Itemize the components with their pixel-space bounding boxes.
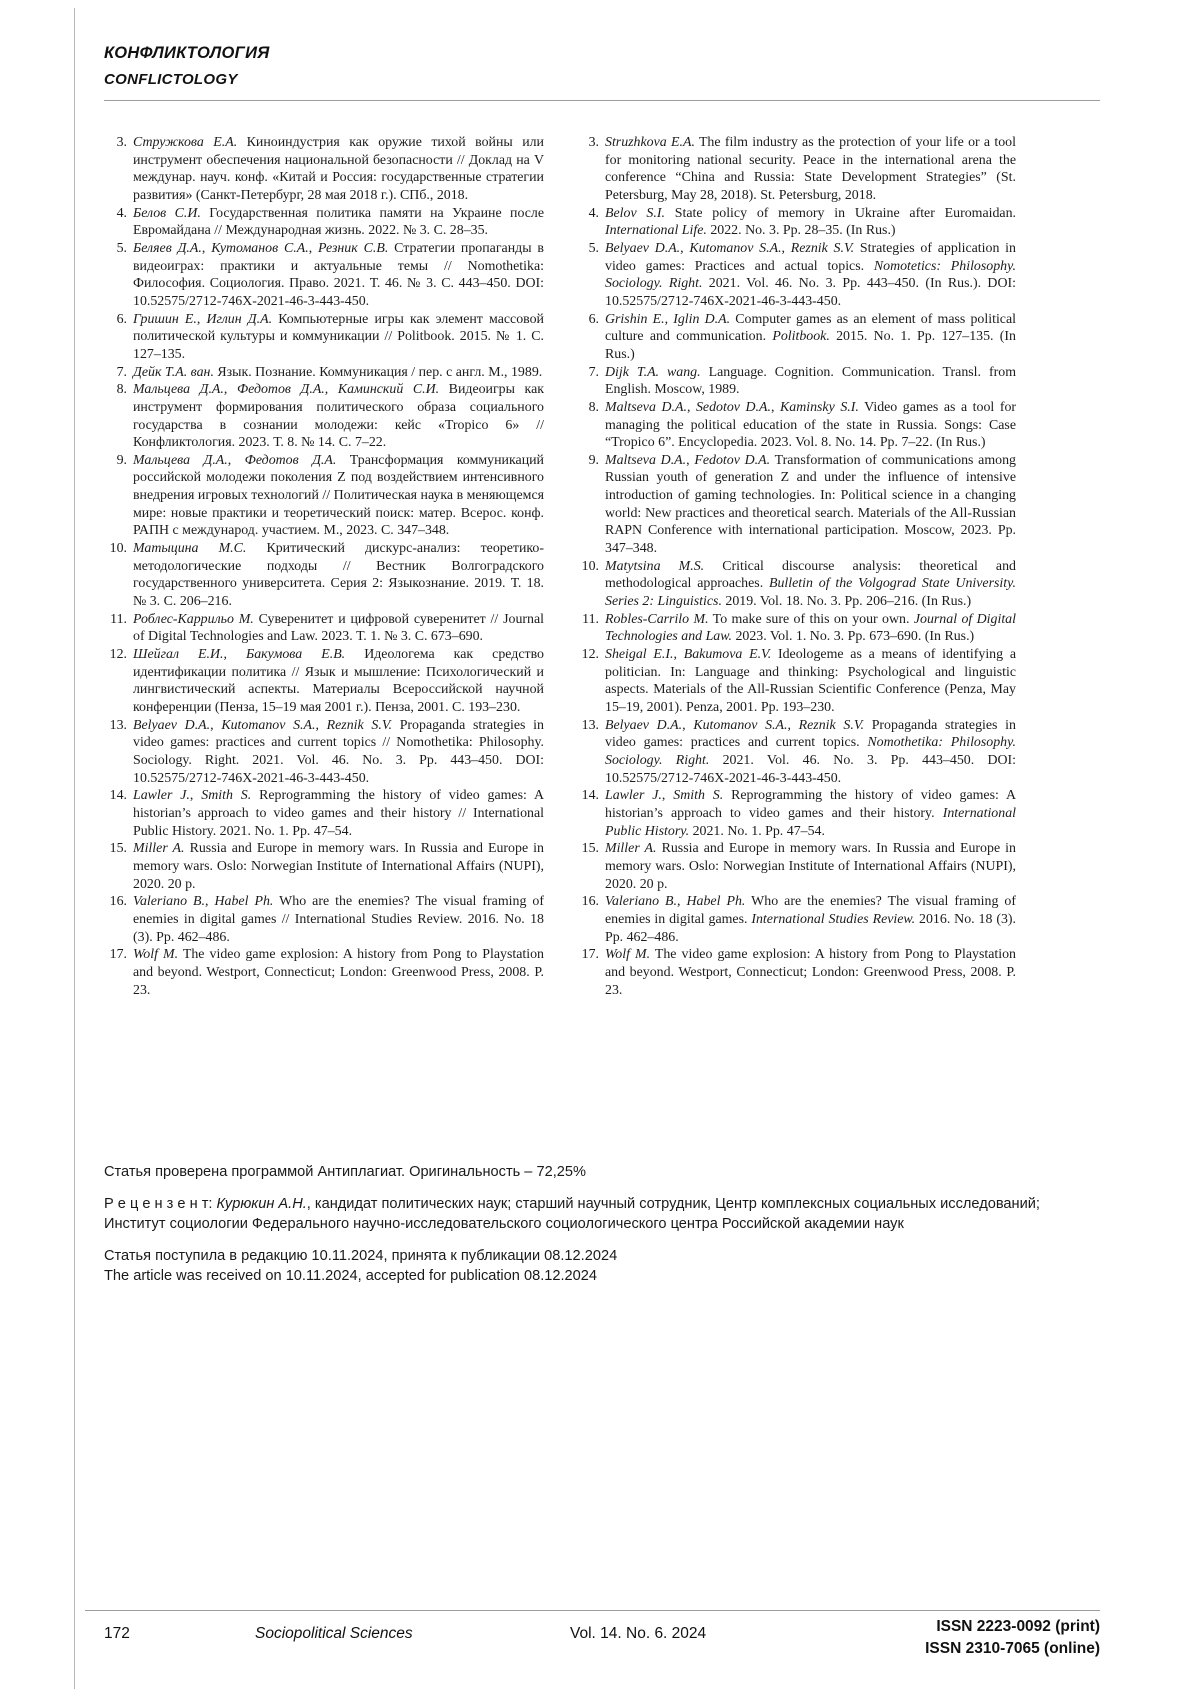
reference-item — [104, 364, 544, 382]
reference-text: Miller A. Russia and Europe in memory wars. In Russia and Europe in memory wars. Oslo: Norwegian Institute of International Affairs (NUPI), 2020. 20 p. — [133, 841, 544, 892]
reference-number: 7. — [116, 364, 127, 380]
reference-number: 16. — [109, 894, 127, 910]
footer-row — [85, 1611, 1100, 1667]
reference-item — [104, 240, 544, 311]
reference-item — [104, 311, 544, 364]
reference-item — [576, 311, 1016, 364]
reference-text: Dijk T.A. wang. Language. Cognition. Communication. Transl. from English. Moscow, 1989. — [605, 364, 1017, 398]
page-footer — [85, 1610, 1100, 1667]
reference-item — [576, 205, 1016, 240]
reference-item — [576, 452, 1016, 558]
reference-text: Belov S.I. State policy of memory in Ukraine after Euromaidan. International Life. 2022. No. 3. Pp. 28–35. (In Rus.) — [605, 205, 1017, 239]
reference-number: 3. — [116, 135, 127, 150]
reference-text: Belyaev D.A., Kutomanov S.A., Reznik S.V. Strategies of application in video games: Practices and actual topics. Nomotetics: Philosophy. Sociology. Right. 2021. Vol. 46. No. 3. Pp. 443–450. (In Rus.). DOI: 10.52575/2712-746X-2021-46-3-443-450. — [605, 240, 1016, 309]
reference-number: 16. — [581, 894, 599, 910]
page-header — [104, 44, 1100, 101]
antiplagiarism-note: Статья проверена программой Антиплагиат. Оригинальность – 72,25% — [104, 1164, 586, 1180]
reference-item — [576, 399, 1016, 452]
reference-number: 12. — [581, 647, 599, 663]
reference-text: Maltseva D.A., Fedotov D.A. Transformation of communications among Russian youth of generation Z and under the influence of intensive introduction of gaming technologies. In: Political science in a changing world: New practices and theoretical search. Materials of the All-Russian RAPN Conference with international participation. Moscow, 2023. Pp. 347–348. — [605, 452, 1016, 557]
reference-item — [104, 205, 544, 240]
reference-text: Матыцина М.С. Критический дискурс-анализ: теоретико-методологические подходы // Вестник Волгоградского государственного университета. Серия 2: Языкознание. 2019. Т. 18. № 3. С. 206–216. — [133, 541, 544, 610]
reference-text: Belyaev D.A., Kutomanov S.A., Reznik S.V. Propaganda strategies in video games: practices and current topics. Nomothetika: Philosophy. Sociology. Right. 2021. Vol. 46. No. 3. Pp. 443–450. DOI: 10.52575/2712-746X-2021-46-3-443-450. — [605, 717, 1017, 786]
reference-text: Гришин Е., Иглин Д.А. Компьютерные игры как элемент массовой политической культуры и коммуникации // Politbook. 2015. № 1. С. 127–135. — [133, 311, 544, 362]
section-title-english: CONFLICTOLOGY — [104, 71, 238, 88]
reference-item — [576, 840, 1016, 893]
issn-online: ISSN 2310-7065 (online) — [925, 1640, 1100, 1657]
reference-number: 6. — [116, 311, 127, 327]
reference-item — [104, 893, 544, 946]
received-note-english: The article was received on 10.11.2024, accepted for publication 08.12.2024 — [104, 1268, 598, 1284]
reference-item — [576, 134, 1016, 205]
reference-text: Struzhkova E.A. The film industry as the protection of your life or a tool for monitoring national security. Peace in the international arena the conference “China and Russia: State Development Strategies” (St. Petersburg, May 28, 2018). St. Petersburg, 2018. — [605, 135, 1016, 203]
issn-print: ISSN 2223-0092 (print) — [936, 1618, 1100, 1635]
references-section — [104, 134, 1016, 999]
journal-title: Sociopolitical Sciences — [255, 1625, 413, 1642]
section-title-russian: КОНФЛИКТОЛОГИЯ — [104, 44, 270, 62]
reference-text: Дейк Т.А. ван. Язык. Познание. Коммуникация / пер. с англ. М., 1989. — [133, 364, 543, 380]
reference-number: 5. — [116, 240, 127, 256]
reference-item — [104, 134, 544, 205]
reference-number: 11. — [582, 611, 599, 627]
reference-item — [576, 893, 1016, 946]
reference-number: 14. — [109, 788, 127, 804]
reference-text: Мальцева Д.А., Федотов Д.А., Каминский С.И. Видеоигры как инструмент формирования политического образа социального государства в сознании молодежи: кейс «Tropico 6» // Конфликтология. 2023. Т. 8. № 14. С. 7–22. — [133, 382, 544, 451]
reference-text: Grishin E., Iglin D.A. Computer games as an element of mass political culture and communication. Politbook. 2015. No. 1. Pp. 127–135. (In Rus.) — [605, 311, 1017, 362]
reference-number: 8. — [116, 382, 127, 398]
reference-text: Мальцева Д.А., Федотов Д.А. Трансформация коммуникаций российской молодежи поколения Z под воздействием интенсивного внедрения игровых технологий // Политическая наука в меняющемся мире: новые практики и теоретический поиск: матер. Всерос. конф. РАПН с международ. участием. М., 2023. С. 347–348. — [133, 452, 544, 539]
header-divider — [104, 100, 1100, 101]
reference-item — [104, 540, 544, 611]
reviewer-details: , кандидат политических наук; старший научный сотрудник, Центр комплексных социальных исследований; Институт социологии Федерального научно-исследовательского социологического центра Российской академии наук — [104, 1196, 1040, 1232]
reference-item — [576, 558, 1016, 611]
reference-number: 10. — [581, 558, 599, 574]
reference-number: 9. — [588, 452, 599, 468]
reference-text: Роблес-Каррильо М. Суверенитет и цифровой суверенитет // Journal of Digital Technologies and Law. 2023. Т. 1. № 3. С. 673–690. — [133, 611, 544, 645]
reference-text: Беляев Д.А., Кутоманов С.А., Резник С.В. Стратегии пропаганды в видеоиграх: практики и актуальные темы // Nomothetika: Философия. Социология. Право. 2021. Т. 46. № 3. С. 443–450. DOI: 10.52575/2712-746X-2021-46-3-443-450. — [133, 240, 544, 309]
reference-text: Шейгал Е.И., Бакумова Е.В. Идеологема как средство идентификации политика // Язык и мышление: Психологический и лингвистический аспекты. Материалы Всероссийской научной конференции (Пенза, 15–19 мая 2001 г.). Пенза, 2001. С. 193–230. — [133, 647, 544, 715]
reference-item — [576, 787, 1016, 840]
reference-number: 13. — [109, 717, 127, 733]
issn-block — [925, 1616, 1100, 1660]
reference-number: 5. — [588, 240, 599, 256]
reference-number: 15. — [581, 841, 599, 857]
reference-item — [104, 646, 544, 717]
reference-number: 7. — [588, 364, 599, 380]
reference-number: 17. — [109, 947, 127, 963]
reference-item — [104, 787, 544, 840]
article-notes — [104, 1162, 1054, 1286]
reference-text: Стружкова Е.А. Киноиндустрия как оружие тихой войны или инструмент обеспечения национальной безопасности // Доклад на V междунар. науч. конф. «Китай и Россия: государственные стратегии развития» (Санкт-Петербург, 28 мая 2018 г.). СПб., 2018. — [133, 135, 544, 203]
reference-item — [104, 452, 544, 540]
reference-item — [576, 364, 1016, 399]
reference-item — [104, 611, 544, 646]
reference-item — [576, 646, 1016, 717]
reference-text: Lawler J., Smith S. Reprogramming the history of video games: A historian’s approach to video games and their history // International Public History. 2021. No. 1. Pp. 47–54. — [133, 788, 545, 839]
reference-item — [576, 611, 1016, 646]
reference-text: Lawler J., Smith S. Reprogramming the history of video games: A historian’s approach to video games and their history. International Public History. 2021. No. 1. Pp. 47–54. — [605, 788, 1017, 839]
reference-item — [576, 240, 1016, 311]
references-column-russian — [104, 134, 544, 999]
reference-text: Belyaev D.A., Kutomanov S.A., Reznik S.V. Propaganda strategies in video games: practices and current topics // Nomothetika: Philosophy. Sociology. Right. 2021. Vol. 46. No. 3. Pp. 443–450. DOI: 10.52575/2712-746X-2021-46-3-443-450. — [133, 717, 544, 786]
reference-item — [104, 717, 544, 788]
reference-number: 8. — [588, 399, 599, 415]
received-note-russian: Статья поступила в редакцию 10.11.2024, принята к публикации 08.12.2024 — [104, 1248, 618, 1264]
reference-number: 13. — [581, 717, 599, 733]
volume-info: Vol. 14. No. 6. 2024 — [570, 1625, 707, 1642]
reference-text: Белов С.И. Государственная политика памяти на Украине после Евромайдана // Международная жизнь. 2022. № 3. С. 28–35. — [133, 205, 544, 239]
reference-number: 17. — [581, 947, 599, 963]
reference-number: 9. — [116, 452, 127, 468]
reviewer-name: Курюкин А.Н. — [216, 1196, 307, 1212]
reference-item — [576, 946, 1016, 999]
reference-item — [104, 381, 544, 452]
reference-number: 4. — [116, 205, 127, 221]
reviewer-label: Р е ц е н з е н т: — [104, 1196, 217, 1212]
references-column-english — [576, 134, 1016, 999]
reference-number: 11. — [110, 611, 127, 627]
page-number: 172 — [104, 1625, 130, 1642]
reference-item — [104, 840, 544, 893]
reference-number: 3. — [588, 135, 599, 150]
reference-text: Valeriano B., Habel Ph. Who are the enemies? The visual framing of enemies in digital games. International Studies Review. 2016. No. 18 (3). Pp. 462–486. — [605, 894, 1016, 945]
reviewer-note — [104, 1194, 1054, 1234]
reference-text: Robles-Carrilo M. To make sure of this on your own. Journal of Digital Technologies and Law. 2023. Vol. 1. No. 3. Pp. 673–690. (In Rus.) — [605, 611, 1016, 645]
reference-number: 15. — [109, 841, 127, 857]
reference-text: Valeriano B., Habel Ph. Who are the enemies? The visual framing of enemies in digital games // International Studies Review. 2016. No. 18 (3). Pp. 462–486. — [133, 894, 544, 945]
reference-item — [104, 946, 544, 999]
reference-text: Wolf M. The video game explosion: A history from Pong to Playstation and beyond. Westport, Connecticut; London: Greenwood Press, 2008. P. 23. — [605, 947, 1016, 998]
reference-number: 4. — [588, 205, 599, 221]
reference-text: Miller A. Russia and Europe in memory wars. In Russia and Europe in memory wars. Oslo: Norwegian Institute of International Affairs (NUPI), 2020. 20 p. — [605, 841, 1016, 892]
left-margin-rule — [74, 8, 75, 1689]
reference-text: Sheigal E.I., Bakumova E.V. Ideologeme as a means of identifying a politician. In: Language and thinking: Psychological and linguistic aspects. Materials of the All-Russian Scientific Conference (Penza, May 15–19, 2001). Penza, 2001. Pp. 193–230. — [605, 647, 1016, 715]
reference-item — [576, 717, 1016, 788]
reference-number: 12. — [109, 647, 127, 663]
reference-number: 14. — [581, 788, 599, 804]
reference-number: 6. — [588, 311, 599, 327]
reference-text: Maltseva D.A., Sedotov D.A., Kaminsky S.I. Video games as a tool for managing the political education of the state in Russia. Songs: Case “Tropico 6”. Encyclopedia. 2023. Vol. 8. No. 14. Pp. 7–22. (In Rus.) — [605, 399, 1017, 451]
reference-text: Wolf M. The video game explosion: A history from Pong to Playstation and beyond. Westport, Connecticut; London: Greenwood Press, 2008. P. 23. — [133, 947, 544, 998]
reference-text: Matytsina M.S. Critical discourse analysis: theoretical and methodological approaches. Bulletin of the Volgograd State University. Series 2: Linguistics. 2019. Vol. 18. No. 3. Pp. 206–216. (In Rus.) — [605, 558, 1016, 610]
reference-number: 10. — [109, 541, 127, 557]
